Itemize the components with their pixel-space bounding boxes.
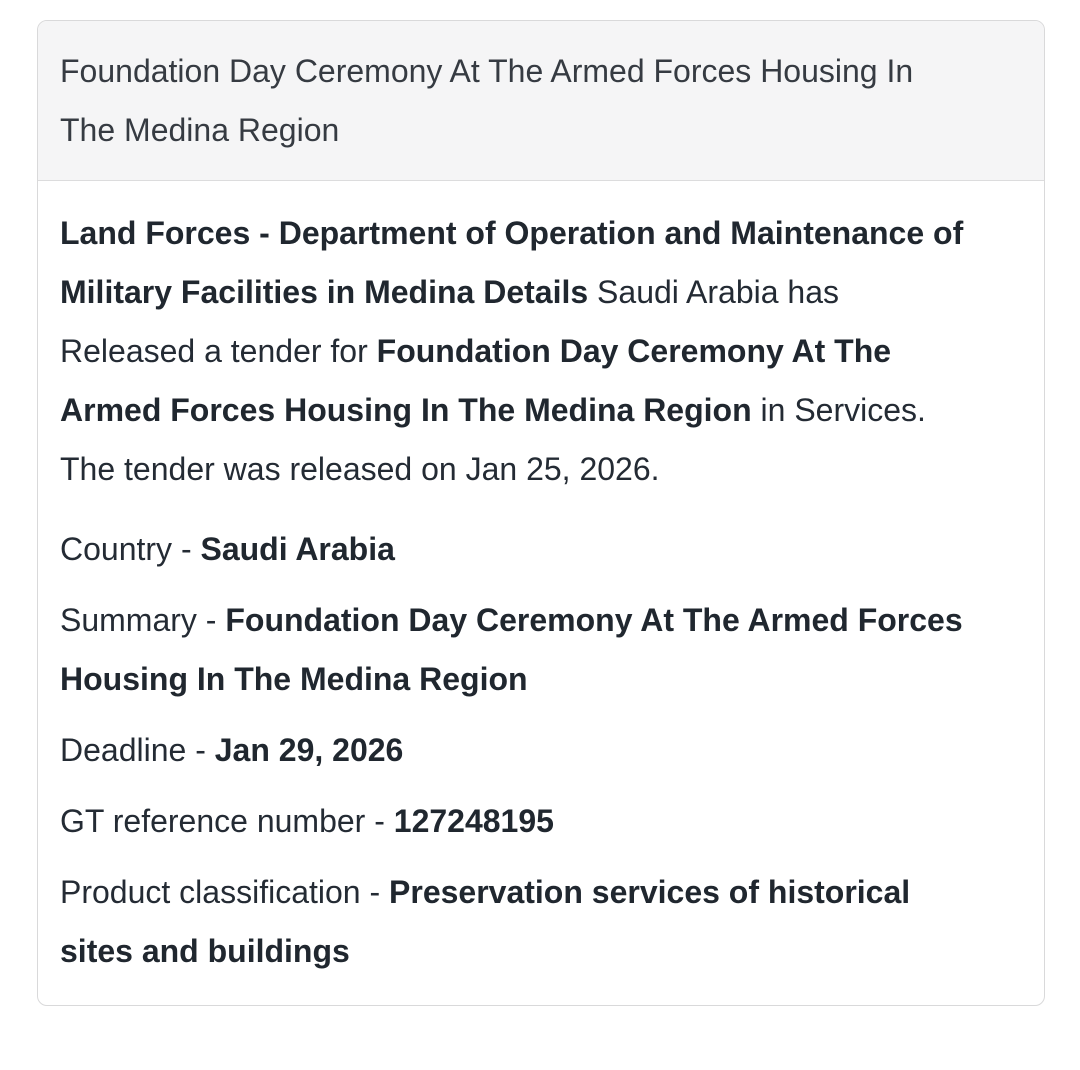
field-value: Preservation services of historical sites and buildings	[60, 874, 911, 969]
intro-tail-text: in Services. The tender was released on Jan 25, 2026.	[60, 392, 926, 487]
tender-card	[37, 20, 1045, 1006]
field-label: GT reference number -	[60, 803, 394, 839]
field-value: 127248195	[393, 803, 554, 839]
tender-intro-paragraph	[60, 204, 980, 499]
field-value: Foundation Day Ceremony At The Armed Forces Housing In The Medina Region	[60, 602, 963, 697]
tender-card-header	[38, 21, 1044, 181]
field-deadline	[60, 721, 980, 780]
organization-name: Land Forces - Department of Operation and Maintenance of Military Facilities in Medina Details	[60, 215, 964, 310]
field-label: Country -	[60, 531, 201, 567]
field-country	[60, 520, 980, 579]
intro-middle-text: Saudi Arabia has Released a tender for	[60, 274, 839, 369]
field-summary	[60, 591, 980, 709]
field-label: Deadline -	[60, 732, 215, 768]
field-value: Jan 29, 2026	[214, 732, 404, 768]
tender-name: Foundation Day Ceremony At The Armed Forces Housing In The Medina Region	[60, 333, 892, 428]
field-gt-reference	[60, 792, 980, 851]
tender-title: Foundation Day Ceremony At The Armed Forces Housing In The Medina Region	[60, 53, 914, 148]
field-label: Product classification -	[60, 874, 390, 910]
field-product-classification	[60, 863, 980, 981]
field-label: Summary -	[60, 602, 226, 638]
field-value: Saudi Arabia	[200, 531, 395, 567]
tender-card-body	[38, 181, 1044, 1005]
